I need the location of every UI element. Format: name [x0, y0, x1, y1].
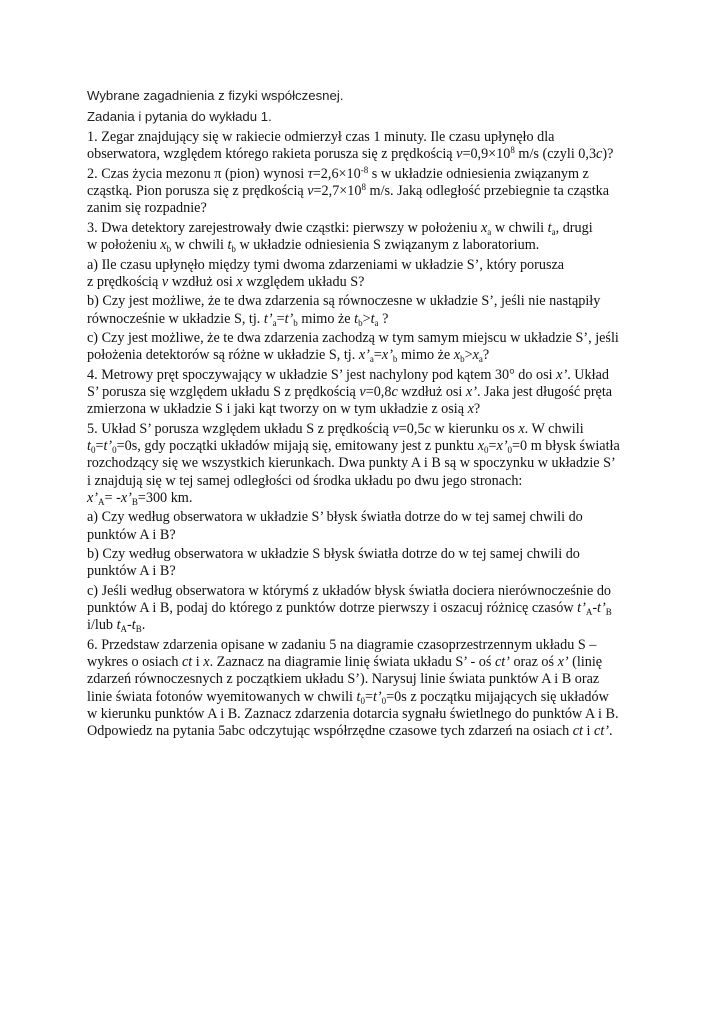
problem-5a: a) Czy według obserwatora w układzie S’ błysk światła dotrze do w tej samej chwili do punktów A i B?	[87, 509, 583, 543]
document-title: Wybrane zagadnienia z fizyki współczesnej.	[87, 88, 344, 103]
problem-5c: c) Jeśli według obserwatora w którymś z układów błysk światła dociera nierównocześnie do punktów A i B, podaj do którego z punktów dotrze pierwszy i oszacuj różnicę czasów $t’_A-t’_B$ i/lub $t_A-t_B$.	[87, 582, 612, 635]
problem-3: 3. Dwa detektory zarejestrowały dwie cząstki: pierwszy w położeniu $x_a$ w chwili $t_a$, drugi w położeniu $x_b$ w chwili $t_b$ w układzie odniesienia S związanym z laboratorium.	[87, 219, 593, 254]
problem-5b: b) Czy według obserwatora w układzie S błysk światła dotrze do w tej samej chwili do punktów A i B?	[87, 546, 580, 580]
problem-5: 5. Układ S’ porusza względem układu S z prędkością v=0,5c w kierunku os x. W chwili $t_0=t’_0=0s$, gdy początki układów mijają się, emitowany jest z punktu $x_0=x’_0=0$ m błysk światła rozchodzący się we wszystkich kierunkach. Dwa punkty A i B są w spoczynku w układzie S’ i znajdują się w tej samej odległości od środka układu po dwu jego stronach: $x’_A=$ $-x’_B=300$ km.	[87, 420, 620, 507]
problem-2: 2. Czas życia mezonu π (pion) wynosi $\tau=2,6\times 10^{-8}$ s w układzie odniesienia związanym z cząstką. Pion porusza się z prędkością $v=2,7\times 10^8$ m/s. Jaką odległość przebiegnie ta cząstka zanim się rozpadnie?	[87, 164, 610, 217]
document-page	[87, 86, 647, 743]
problem-4: 4. Metrowy pręt spoczywający w układzie S’ jest nachylony pod kątem 30° do osi x’. Układ S’ porusza się względem układu S z prędkością v=0,8c wzdłuż osi x’. Jaka jest długość pręta zmierzona w układzie S i jaki kąt tworzy on w tym układzie z osią x?	[87, 366, 613, 418]
problem-6: 6. Przedstaw zdarzenia opisane w zadaniu 5 na diagramie czasoprzestrzennym układu S – wykres o osiach ct i x. Zaznacz na diagramie linię świata układu S’ - oś ct’ oraz oś x’ (linię zdarzeń równoczesnych z początkiem układu S’). Narysuj linie świata punktów A i B oraz linie świata fotonów wyemitowanych w chwili $t_0=t’_0=0s$ z początku mijających się układów w kierunku punktów A i B. Zaznacz zdarzenia dotarcia sygnału świetlnego do punktów A i B. Odpowiedz na pytania 5abc odczytując współrzędne czasowe tych zdarzeń na osiach ct i ct’.	[87, 636, 619, 739]
document-subtitle: Zadania i pytania do wykładu 1.	[87, 109, 272, 124]
problem-3a: a) Ile czasu upłynęło między tymi dwoma zdarzeniami w układzie S’, który porusza z prędkością v wzdłuż osi x względem układu S?	[87, 256, 565, 290]
problem-3c: c) Czy jest możliwe, że te dwa zdarzenia zachodzą w tym samym miejscu w układzie S’, jeśli położenia detektorów są różne w układzie S, tj. $x’_a=x’_b$ mimo że $x_b>x_a$?	[87, 330, 619, 365]
problem-1: 1. Zegar znajdujący się w rakiecie odmierzył czas 1 minuty. Ile czasu upłynęło dla obserwatora, względem którego rakieta porusza się z prędkością $v=0,9\times 10^8$ m/s (czyli 0,3c)?	[87, 129, 614, 163]
problem-list	[87, 129, 647, 740]
problem-3b: b) Czy jest możliwe, że te dwa zdarzenia są równoczesne w układzie S’, jeśli nie nastąpiły równocześnie w układzie S, tj. $t’_a=t’_b$ mimo że $t_b>t_a$ ?	[87, 293, 601, 328]
